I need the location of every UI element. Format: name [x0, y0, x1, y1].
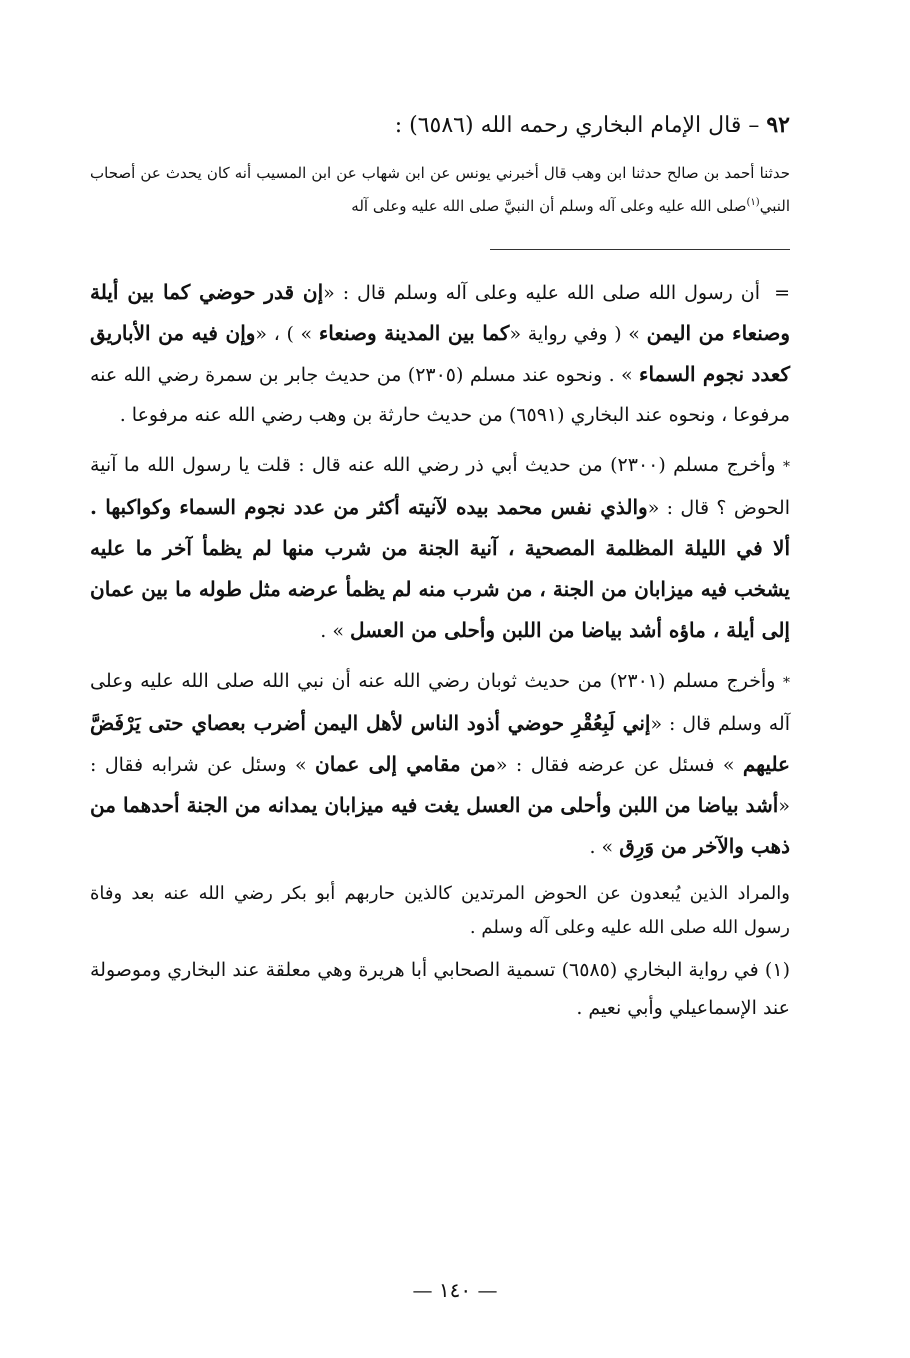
page-number: — ١٤٠ — — [412, 1278, 498, 1302]
star-mark: * — [782, 459, 790, 475]
footnote-1: (١) في رواية البخاري (٦٥٨٥) تسمية الصحابي أبا هريرة وهي معلقة عند البخاري وموصولة عند الإسماعيلي وأبي نعيم . — [90, 959, 790, 1019]
fn-text: وأخرج مسلم (٢٣٠١) من حديث ثوبان رضي الله عنه أن نبي الله صلى الله عليه وعلى آله وسلم قال : « — [90, 670, 790, 735]
fn-quote: وإن فيه من الأباريق كعدد نجوم السماء — [90, 321, 790, 386]
page-body — [90, 105, 790, 1027]
star-mark: * — [783, 675, 790, 691]
hadith-number: ٩٢ — [766, 112, 790, 138]
footnote-thawban — [90, 661, 790, 867]
footnote-abu-dharr — [90, 445, 790, 651]
hadith-heading — [90, 105, 790, 146]
fn-text: أن رسول الله صلى الله عليه وعلى آله وسلم قال : « — [323, 282, 760, 304]
continuation-mark: = — [774, 282, 790, 304]
fn-quote: كما بين المدينة وصنعاء — [318, 321, 510, 345]
fn-text: » وسئل عن شرابه فقال : « — [90, 754, 790, 817]
note-paragraph: والمراد الذين يُبعدون عن الحوض المرتدين كالذين حاربهم أبو بكر رضي الله عنه بعد وفاة رسول الله صلى الله عليه وعلى آله وسلم . — [90, 883, 790, 938]
fn-quote: من مقامي إلى عمان — [315, 752, 496, 776]
fn-text: » فسئل عن عرضه فقال : « — [495, 754, 735, 776]
fn-text: » ( وفي رواية « — [509, 323, 640, 345]
footnote-continuation — [90, 272, 790, 435]
fn-quote: إني لَبِعُقْرِ حوضي أذود الناس لأهل اليمن أضرب بعصاي حتى يَرْفَضَّ عليهم — [90, 711, 790, 776]
fn-quote: إن قدر حوضي كما بين أيلة وصنعاء من اليمن — [90, 280, 790, 345]
isnad-text-2: صلى الله عليه وعلى آله وسلم أن النبيَّ صلى الله عليه وعلى آله — [351, 197, 747, 215]
footnote-separator — [490, 249, 790, 250]
heading-dash: – — [741, 113, 767, 138]
fn-text: » . ونحوه عند مسلم (٢٣٠٥) من حديث جابر بن سمرة رضي الله عنه مرفوعا ، ونحوه عند البخاري (٦٥٩١) من حديث حارثة بن وهب رضي الله عنه مرفوعا . — [90, 364, 790, 426]
heading-text: قال الإمام البخاري رحمه الله (٦٥٨٦) : — [394, 113, 742, 138]
fn-text: » . — [589, 836, 614, 858]
fn-text: » . — [320, 620, 344, 642]
footnote-ref: (١) — [746, 197, 760, 208]
fn-text: وأخرج مسلم (٢٣٠٠) من حديث أبي ذر رضي الله عنه قال : قلت يا رسول الله ما آنية الحوض ؟ قال : « — [90, 454, 790, 519]
fn-quote: أشد بياضا من اللبن وأحلى من العسل يغت فيه ميزابان يمدانه من الجنة أحدهما من ذهب والآخر من وَرِق — [90, 793, 790, 858]
hadith-isnad — [90, 158, 790, 221]
fn-quote: والذي نفس محمد بيده لآنيته أكثر من عدد نجوم السماء وكواكبها . ألا في الليلة المظلمة المصحية ، آنية الجنة من شرب منها لم يظمأ آخر ما عليه يشخب فيه ميزابان من الجنة ، من شرب منه لم يظمأ عرضه مثل طوله ما بين عمان إلى أيلة ، ماؤه أشد بياضا من اللبن وأحلى من العسل — [90, 495, 790, 642]
fn-text: » ) ، « — [255, 323, 313, 345]
isnad-text-1: حدثنا أحمد بن صالح حدثنا ابن وهب قال أخبرني يونس عن ابن شهاب عن ابن المسيب أنه كان يحدث عن أصحاب النبي — [90, 164, 790, 215]
